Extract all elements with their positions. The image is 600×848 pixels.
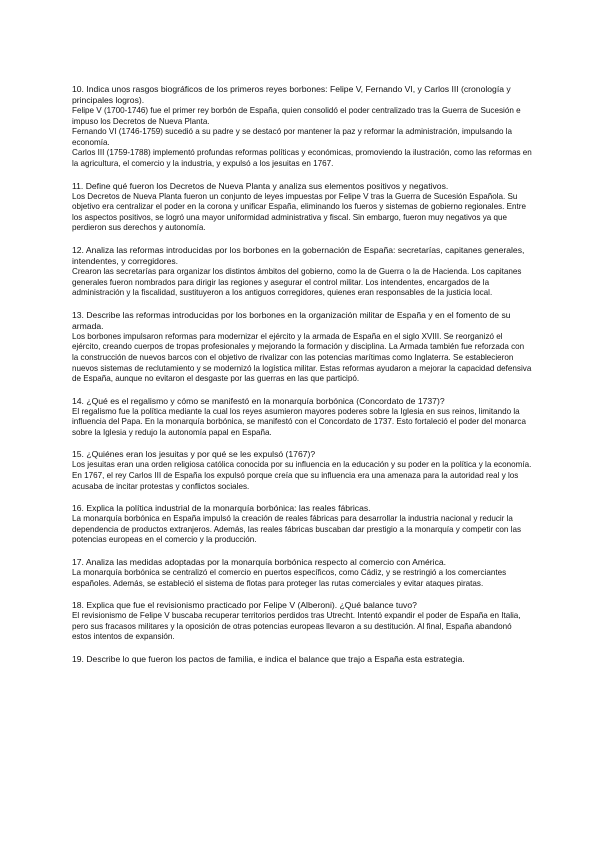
question-18 <box>72 600 532 643</box>
answer <box>72 514 532 546</box>
answer-paragraph: Los jesuitas eran una orden religiosa católica conocida por su influencia en la educación y su poder en la política y la economía. En 1767, el rey Carlos III de España los expulsó porque creía que su influencia era una amenaza para la autoridad real y los acusaba de incitar protestas y conflictos sociales. <box>72 460 532 491</box>
question-14 <box>72 396 532 439</box>
answer <box>72 332 532 385</box>
answer-paragraph: Felipe V (1700-1746) fue el primer rey borbón de España, quien consolidó el poder centralizado tras la Guerra de Sucesión e impuso los Decretos de Nueva Planta. <box>72 106 521 126</box>
answer <box>72 106 532 170</box>
answer-paragraph: Los borbones impulsaron reformas para modernizar el ejército y la armada de España en el siglo XVIII. Se reorganizó el ejército, creando cuerpos de tropas profesionales y mejorando la formación y disciplina. La Armada también fue reforzada con la construcción de nuevos barcos con el objetivo de rivalizar con las potencias marítimas como Inglaterra. Se establecieron nuevos sistemas de reclutamiento y se modernizó la logística militar. Estas reformas ayudaron a mejorar la capacidad defensiva de España, aunque no evitaron el desgaste por las guerras en las que participó. <box>72 331 532 384</box>
question-heading: 12. Analiza las reformas introducidas por los borbones en la gobernación de España: secretarías, capitanes generales, intendentes, y corregidores. <box>72 244 525 266</box>
question-heading: 14. ¿Qué es el regalismo y cómo se manifestó en la monarquía borbónica (Concordato de 1737)? <box>72 395 445 406</box>
question-16 <box>72 503 532 546</box>
answer-paragraph: Fernando VI (1746-1759) sucedió a su padre y se destacó por mantener la paz y reformar la administración, impulsando la economía. <box>72 127 512 147</box>
question-heading: 11. Define qué fueron los Decretos de Nueva Planta y analiza sus elementos positivos y negativos. <box>72 180 449 191</box>
question-10 <box>72 84 532 170</box>
answer-paragraph: El regalismo fue la política mediante la cual los reyes asumieron mayores poderes sobre la Iglesia en sus reinos, limitando la influencia del Papa. En la monarquía borbónica, se manifestó con el Concordato de 1737. Esto fortaleció el poder del monarca sobre la Iglesia y redujo la autonomía papal en España. <box>72 406 526 437</box>
answer <box>72 192 532 234</box>
answer <box>72 267 532 299</box>
question-heading: 10. Indica unos rasgos biográficos de los primeros reyes borbones: Felipe V, Fernando VI, y Carlos III (cronología y principales logros). <box>72 84 511 105</box>
answer <box>72 407 532 439</box>
answer <box>72 460 532 492</box>
question-11 <box>72 181 532 234</box>
answer-paragraph: El revisionismo de Felipe V buscaba recuperar territorios perdidos tras Utrecht. Intentó expandir el poder de España en Italia, pero sus fracasos militares y la oposición de otras potencias europeas llevaron a su destitución. Al final, España abandonó estos intentos de expansión. <box>72 611 521 642</box>
document-page <box>72 84 532 676</box>
question-heading: 17. Analiza las medidas adoptadas por la monarquía borbónica respecto al comercio con América. <box>72 557 447 568</box>
question-17 <box>72 557 532 589</box>
answer-paragraph: Carlos III (1759-1788) implementó profundas reformas políticas y económicas, promoviendo la ilustración, como las reformas en la agricultura, el comercio y la industria, y expulsó a los jesuitas en 1767. <box>72 148 532 168</box>
question-13 <box>72 310 532 385</box>
question-heading: 19. Describe lo que fueron los pactos de familia, e indica el balance que trajo a España esta estrategia. <box>72 654 465 664</box>
answer <box>72 611 532 643</box>
question-heading: 13. Describe las reformas introducidas por los borbones en la organización militar de España y en el fomento de su armada. <box>72 309 511 331</box>
question-15 <box>72 449 532 492</box>
answer-paragraph: Crearon las secretarías para organizar los distintos ámbitos del gobierno, como la de Guerra o la de Hacienda. Los capitanes generales fueron nombrados para dirigir las regiones y asegurar el control militar. Los intendentes, encargados de la administración y la fiscalidad, sustituyeron a los antiguos corregidores, quienes eran responsables de la justicia local. <box>72 266 522 298</box>
answer-paragraph: La monarquía borbónica en España impulsó la creación de reales fábricas para desarrollar la industria nacional y reducir la dependencia de productos extranjeros. Además, las reales fábricas buscaban dar prestigio a la monarquía y competir con las potencias europeas en el comercio y la producción. <box>72 514 522 545</box>
answer-paragraph: Los Decretos de Nueva Planta fueron un conjunto de leyes impuestas por Felipe V tras la Guerra de Sucesión Española. Su objetivo era centralizar el poder en la corona y unificar España, eliminando los fueros y sistemas de gobierno regionales. Entre los aspectos positivos, se logró una mayor uniformidad administrativa y fiscal. Sin embargo, fueron muy negativos ya que perdieron sus derechos y autonomía. <box>72 191 526 233</box>
question-heading: 15. ¿Quiénes eran los jesuitas y por qué se les expulsó (1767)? <box>72 449 316 460</box>
question-heading: 18. Explica que fue el revisionismo practicado por Felipe V (Alberoni). ¿Qué balance tuvo? <box>72 600 417 611</box>
question-12 <box>72 245 532 299</box>
question-19 <box>72 654 532 665</box>
answer <box>72 568 532 589</box>
question-heading: 16. Explica la política industrial de la monarquía borbónica: las reales fábricas. <box>72 503 371 514</box>
answer-paragraph: La monarquía borbónica se centralizó el comercio en puertos específicos, como Cádiz, y se restringió a los comerciantes españoles. Además, se estableció el sistema de flotas para proteger las rutas comerciales y evitar ataques piratas. <box>72 568 507 588</box>
